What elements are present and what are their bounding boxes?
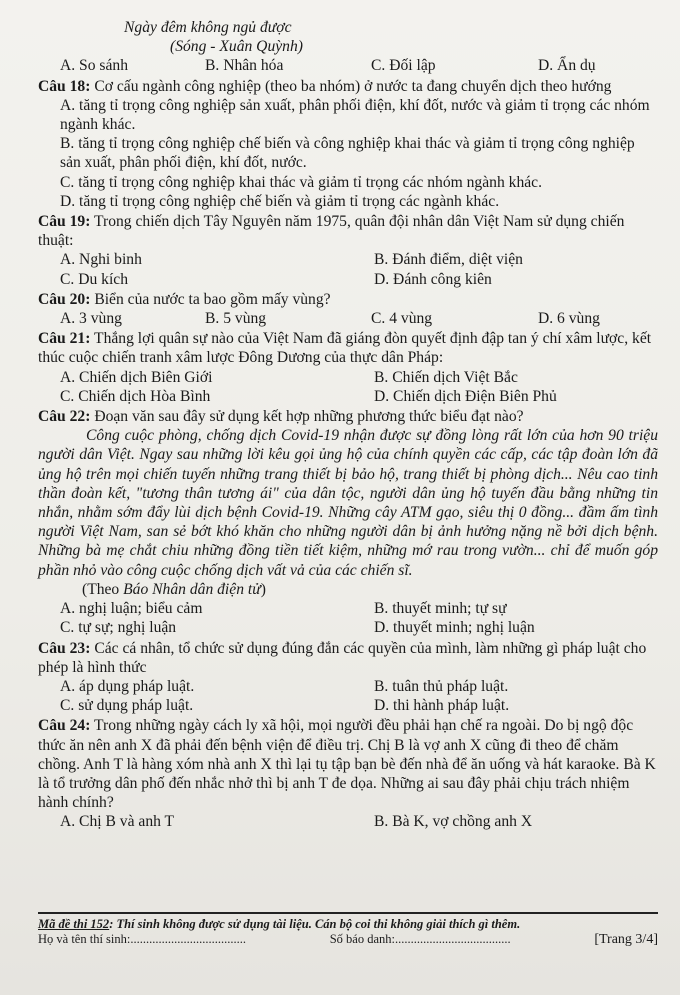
q21-option-d[interactable]: D. Chiến dịch Điện Biên Phủ <box>374 387 557 405</box>
question-21 <box>38 329 658 406</box>
question-23 <box>38 639 658 716</box>
candidate-name-field: Họ và tên thí sinh:..................................... <box>38 932 246 946</box>
q17-option-d[interactable]: D. Ẩn dụ <box>538 57 596 75</box>
q23-stem: Câu 23: Các cá nhân, tổ chức sử dụng đúng đắn các quyền của mình, làm những gì pháp luật cho phép là hình thức <box>38 639 647 676</box>
candidate-id-field: Số báo danh:..................................... <box>329 932 511 946</box>
q20-label: Câu 20: <box>38 290 91 308</box>
q19-option-b[interactable]: B. Đánh điểm, diệt viện <box>374 251 523 269</box>
footer-fields <box>38 932 658 947</box>
q24-option-b[interactable]: B. Bà K, vợ chồng anh X <box>374 813 533 831</box>
q18-option-d[interactable]: D. tăng tỉ trọng công nghiệp chế biến và giảm tỉ trọng các ngành khác. <box>60 192 500 210</box>
question-19 <box>38 212 658 289</box>
q17-option-c[interactable]: C. Đối lập <box>371 57 436 75</box>
q18-label: Câu 18: <box>38 77 91 95</box>
q17-option-b[interactable]: B. Nhân hóa <box>205 57 284 75</box>
footer-divider <box>38 912 658 914</box>
q21-option-c[interactable]: C. Chiến dịch Hòa Bình <box>60 387 211 405</box>
q17-options <box>38 56 658 75</box>
poem-title: Ngày đêm không ngủ được <box>124 19 292 36</box>
q21-stem: Câu 21: Thắng lợi quân sự nào của Việt Nam đã giáng đòn quyết định đập tan ý chí xâm lược, kết thúc cuộc chiến tranh xâm lược Đông Dương của thực dân Pháp: <box>38 330 652 367</box>
q17-option-a[interactable]: A. So sánh <box>60 57 129 75</box>
q19-option-a[interactable]: A. Nghi binh <box>60 251 142 269</box>
q20-options <box>38 309 658 328</box>
q20-option-c[interactable]: C. 4 vùng <box>371 310 433 328</box>
q20-stem: Câu 20: Biển của nước ta bao gồm mấy vùng? <box>38 290 331 308</box>
q19-option-d[interactable]: D. Đánh công kiên <box>374 270 492 288</box>
q22-label: Câu 22: <box>38 408 91 426</box>
q24-label: Câu 24: <box>38 717 91 735</box>
question-20 <box>38 290 658 328</box>
q23-label: Câu 23: <box>38 639 91 657</box>
q19-label: Câu 19: <box>38 213 91 231</box>
q22-options <box>38 599 658 637</box>
question-24 <box>38 716 658 831</box>
q23-option-c[interactable]: C. sử dụng pháp luật. <box>60 697 194 715</box>
page-footer <box>38 912 658 947</box>
q19-option-c[interactable]: C. Du kích <box>60 270 129 288</box>
q24-options <box>38 812 658 831</box>
poem-source: (Sóng - Xuân Quỳnh) <box>170 38 303 56</box>
q21-option-a[interactable]: A. Chiến dịch Biên Giới <box>60 368 213 386</box>
q24-option-a[interactable]: A. Chị B và anh T <box>60 813 175 831</box>
q23-option-a[interactable]: A. áp dụng pháp luật. <box>60 677 195 695</box>
page-number: [Trang 3/4] <box>594 932 658 947</box>
q22-source: (Theo Báo Nhân dân điện tử) <box>82 580 266 598</box>
footer-note: Mã đề thi 152: Thí sinh không được sử dụng tài liệu. Cán bộ coi thi không giải thích gì thêm. <box>38 917 521 931</box>
q18-option-a[interactable]: A. tăng tỉ trọng công nghiệp sản xuất, phân phối điện, khí đốt, nước và giảm tỉ trọng các nhóm ngành khác. <box>60 96 650 134</box>
question-22 <box>38 407 658 637</box>
q18-option-c[interactable]: C. tăng tỉ trọng công nghiệp khai thác và giảm tỉ trọng các nhóm ngành khác. <box>60 173 542 191</box>
q20-option-a[interactable]: A. 3 vùng <box>60 310 122 328</box>
q18-option-b[interactable]: B. tăng tỉ trọng công nghiệp chế biến và công nghiệp khai thác và giảm tỉ trọng công nghiệp sản xuất, phân phối điện, khí đốt, nước. <box>60 135 635 172</box>
q22-passage: Công cuộc phòng, chống dịch Covid-19 nhận được sự đồng lòng rất lớn của hơn 90 triệu người dân Việt. Ngay sau những lời kêu gọi ủng hộ của chính quyền các cấp, các tập đoàn lớn đã ủng hộ trên mọi chiến tuyến những trang thiết bị bảo hộ, trang thiết bị phòng dịch... Nêu cao tinh thần đoàn kết, "tương thân tương ái" của dân tộc, người dân ủng hộ tuyến đầu bằng những tin nhắn, nhằm sớm đẩy lùi dịch bệnh Covid-19. Những cây ATM gạo, siêu thị 0 đồng... đầm ấm tình người Việt Nam, san sẻ bớt khó khăn cho những người dân bị ảnh hưởng nặng nề bởi dịch bệnh. Những bà mẹ chắt chiu những đồng tiền tiết kiệm, những mớ rau trong vườn... chỉ để muốn góp phần nhỏ vào công cuộc chống dịch vất vả của các chiến sĩ. <box>38 427 658 579</box>
q23-option-b[interactable]: B. tuân thủ pháp luật. <box>374 677 509 695</box>
q20-option-d[interactable]: D. 6 vùng <box>538 310 600 328</box>
q24-stem: Câu 24: Trong những ngày cách ly xã hội, mọi người đều phải hạn chế ra ngoài. Do bị ngộ độc thức ăn nên anh X đã phải đến bệnh viện để điều trị. Chị B là vợ anh X cũng đi theo để chăm chồng. Anh T là hàng xóm nhà anh X thì lại tụ tập bạn bè đến nhà để ăn uống và hát karaoke. Bà K là tổ trưởng dân phố đến nhắc nhở thì bị anh T đe dọa. Những ai sau đây phải chịu trách nhiệm hành chính? <box>38 717 656 812</box>
q21-option-b[interactable]: B. Chiến dịch Việt Bắc <box>374 368 518 386</box>
q22-stem: Câu 22: Đoạn văn sau đây sử dụng kết hợp những phương thức biểu đạt nào? <box>38 408 524 426</box>
question-18 <box>38 77 658 211</box>
q23-option-d[interactable]: D. thi hành pháp luật. <box>374 697 510 715</box>
q22-option-a[interactable]: A. nghị luận; biểu cảm <box>60 600 203 618</box>
q21-label: Câu 21: <box>38 330 91 348</box>
q22-option-c[interactable]: C. tự sự; nghị luận <box>60 619 177 637</box>
q21-options <box>38 368 658 406</box>
q18-options <box>38 96 658 211</box>
exam-code: Mã đề thi 152 <box>38 917 110 931</box>
q19-options <box>38 250 658 288</box>
q18-stem: Câu 18: Cơ cấu ngành công nghiệp (theo ba nhóm) ở nước ta đang chuyển dịch theo hướng <box>38 77 612 95</box>
q19-stem: Câu 19: Trong chiến dịch Tây Nguyên năm 1975, quân đội nhân dân Việt Nam sử dụng chiến thuật: <box>38 213 625 250</box>
q22-option-b[interactable]: B. thuyết minh; tự sự <box>374 600 507 618</box>
poem-block <box>38 18 658 56</box>
q23-options <box>38 677 658 715</box>
q22-option-d[interactable]: D. thuyết minh; nghị luận <box>374 619 535 637</box>
q20-option-b[interactable]: B. 5 vùng <box>205 310 267 328</box>
